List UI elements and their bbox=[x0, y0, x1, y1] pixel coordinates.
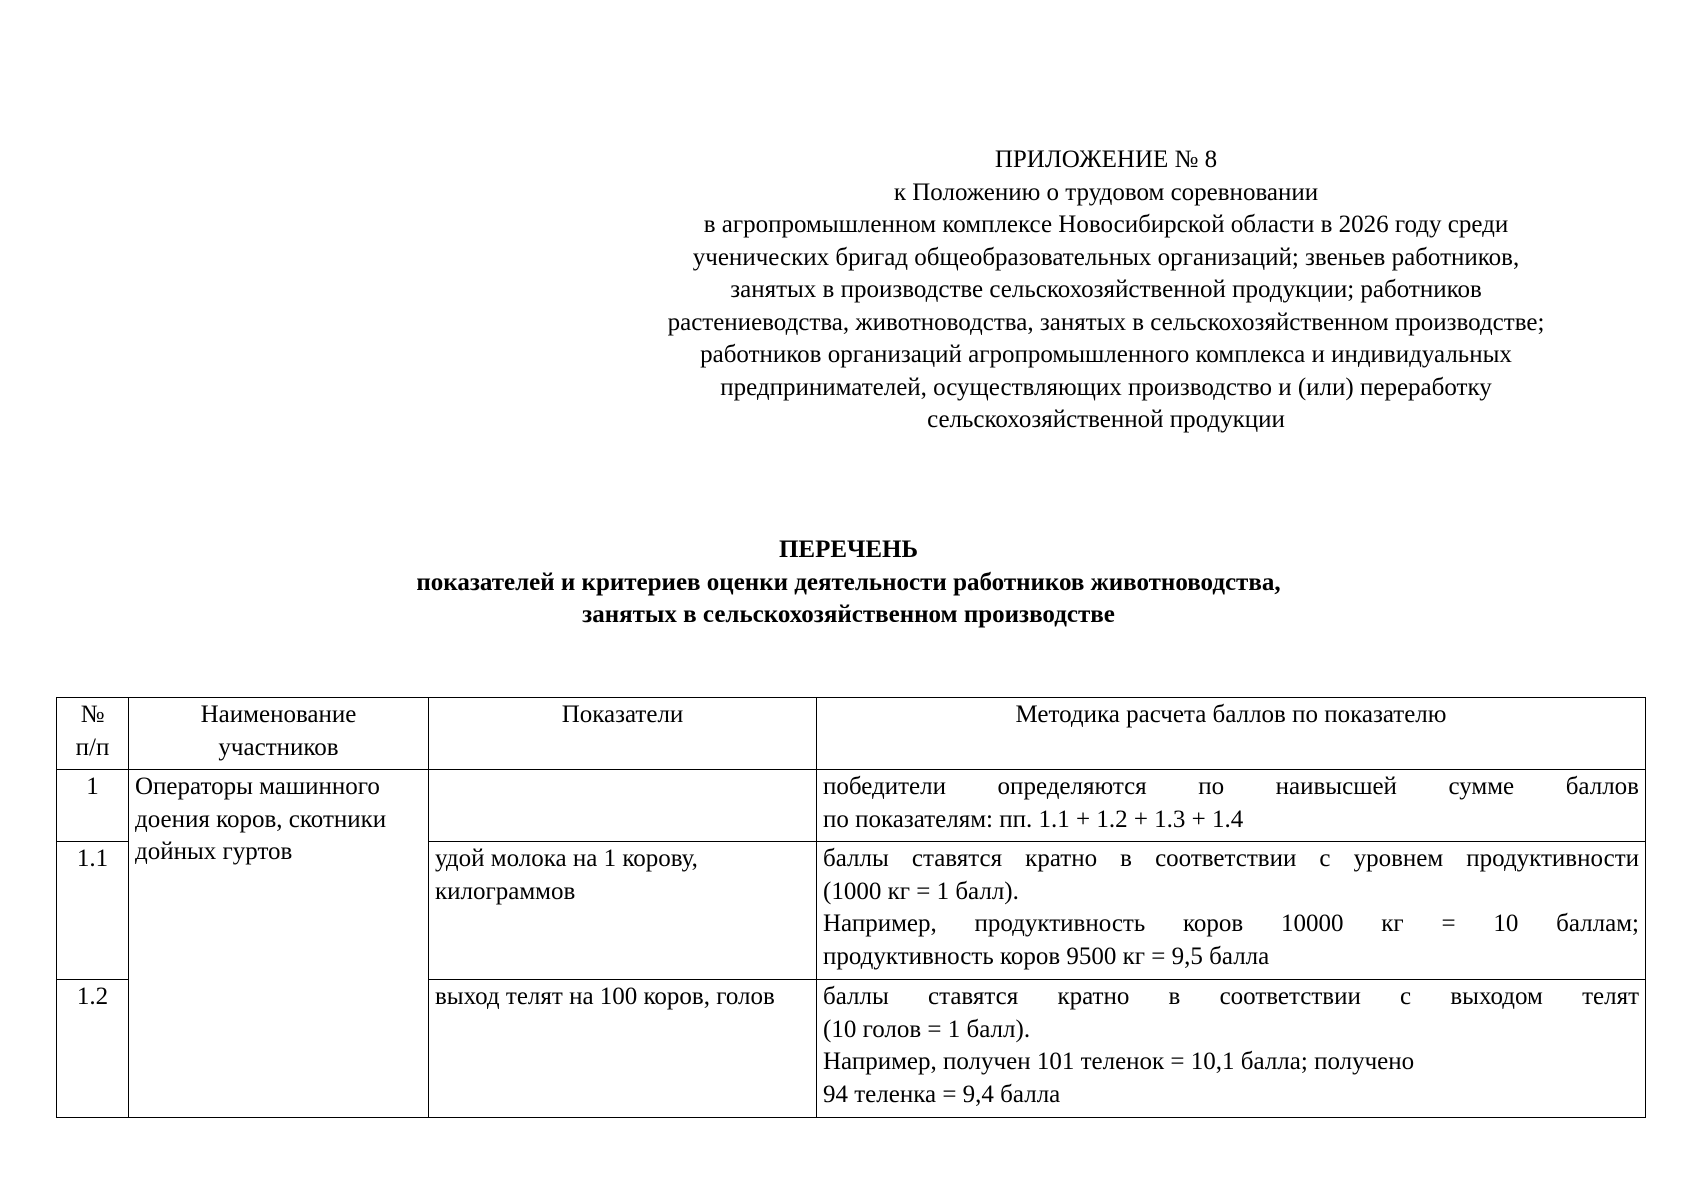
method-line: Например, получен 101 теленок = 10,1 балла; получено bbox=[823, 1048, 1415, 1075]
row-number: 1.1 bbox=[57, 842, 129, 980]
row-number: 1.2 bbox=[57, 980, 129, 1118]
table-row bbox=[57, 770, 1646, 842]
method-line: по показателям: пп. 1.1 + 1.2 + 1.3 + 1.4 bbox=[823, 805, 1244, 833]
appendix-ref-line: в агропромышленном комплексе Новосибирской области в 2026 году среди bbox=[703, 211, 1509, 238]
header-num-line: п/п bbox=[75, 733, 110, 761]
document-title bbox=[0, 534, 1697, 632]
indicator-cell: удой молока на 1 корову, килограммов bbox=[429, 842, 817, 980]
method-line: баллы ставятся кратно в соответствии с выходом телят bbox=[823, 983, 1639, 1010]
method-cell bbox=[817, 980, 1646, 1118]
method-cell bbox=[817, 842, 1646, 980]
appendix-ref-line: занятых в производстве сельскохозяйственной продукции; работников bbox=[730, 276, 1482, 303]
header-participants-line: Наименование bbox=[200, 701, 357, 728]
appendix-ref-line: работников организаций агропромышленного комплекса и индивидуальных bbox=[700, 341, 1512, 368]
method-line: (1000 кг = 1 балл). bbox=[823, 877, 1019, 905]
criteria-table bbox=[56, 697, 1646, 1118]
method-line: победители определяются по наивысшей сумме баллов bbox=[823, 773, 1639, 800]
appendix-ref-line: растениеводства, животноводства, занятых в сельскохозяйственном производстве; bbox=[667, 308, 1545, 336]
method-line: продуктивность коров 9500 кг = 9,5 балла bbox=[823, 942, 1270, 970]
title-subtitle: занятых в сельскохозяйственном производстве bbox=[582, 601, 1115, 628]
method-line: Например, продуктивность коров 10000 кг = 10 баллам; bbox=[823, 910, 1639, 937]
method-cell bbox=[817, 770, 1646, 842]
indicator-cell: выход телят на 100 коров, голов bbox=[429, 980, 817, 1118]
table-header-row bbox=[57, 698, 1646, 770]
header-num-line: № bbox=[80, 701, 105, 728]
method-line: 94 теленка = 9,4 балла bbox=[823, 1080, 1061, 1108]
row-number: 1 bbox=[57, 770, 129, 842]
appendix-ref-line: предпринимателей, осуществляющих производство и (или) переработку bbox=[720, 373, 1492, 401]
method-line: (10 голов = 1 балл). bbox=[823, 1015, 1031, 1043]
appendix-number: ПРИЛОЖЕНИЕ № 8 bbox=[994, 146, 1218, 173]
header-participants bbox=[129, 698, 429, 770]
title-subtitle: показателей и критериев оценки деятельности работников животноводства, bbox=[416, 568, 1281, 596]
header-method: Методика расчета баллов по показателю bbox=[817, 698, 1646, 770]
header-indicators: Показатели bbox=[429, 698, 817, 770]
header-participants-line: участников bbox=[218, 733, 339, 761]
appendix-ref-line: ученических бригад общеобразовательных организаций; звеньев работников, bbox=[692, 243, 1520, 271]
method-line: баллы ставятся кратно в соответствии с уровнем продуктивности bbox=[823, 845, 1639, 872]
appendix-ref-line: сельскохозяйственной продукции bbox=[927, 406, 1285, 433]
participants-cell: Операторы машинного доения коров, скотники дойных гуртов bbox=[129, 770, 429, 1118]
header-num bbox=[57, 698, 129, 770]
title-heading: ПЕРЕЧЕНЬ bbox=[778, 536, 919, 563]
appendix-ref-line: к Положению о трудовом соревновании bbox=[893, 178, 1319, 206]
appendix-header bbox=[600, 144, 1612, 437]
indicator-cell bbox=[429, 770, 817, 842]
